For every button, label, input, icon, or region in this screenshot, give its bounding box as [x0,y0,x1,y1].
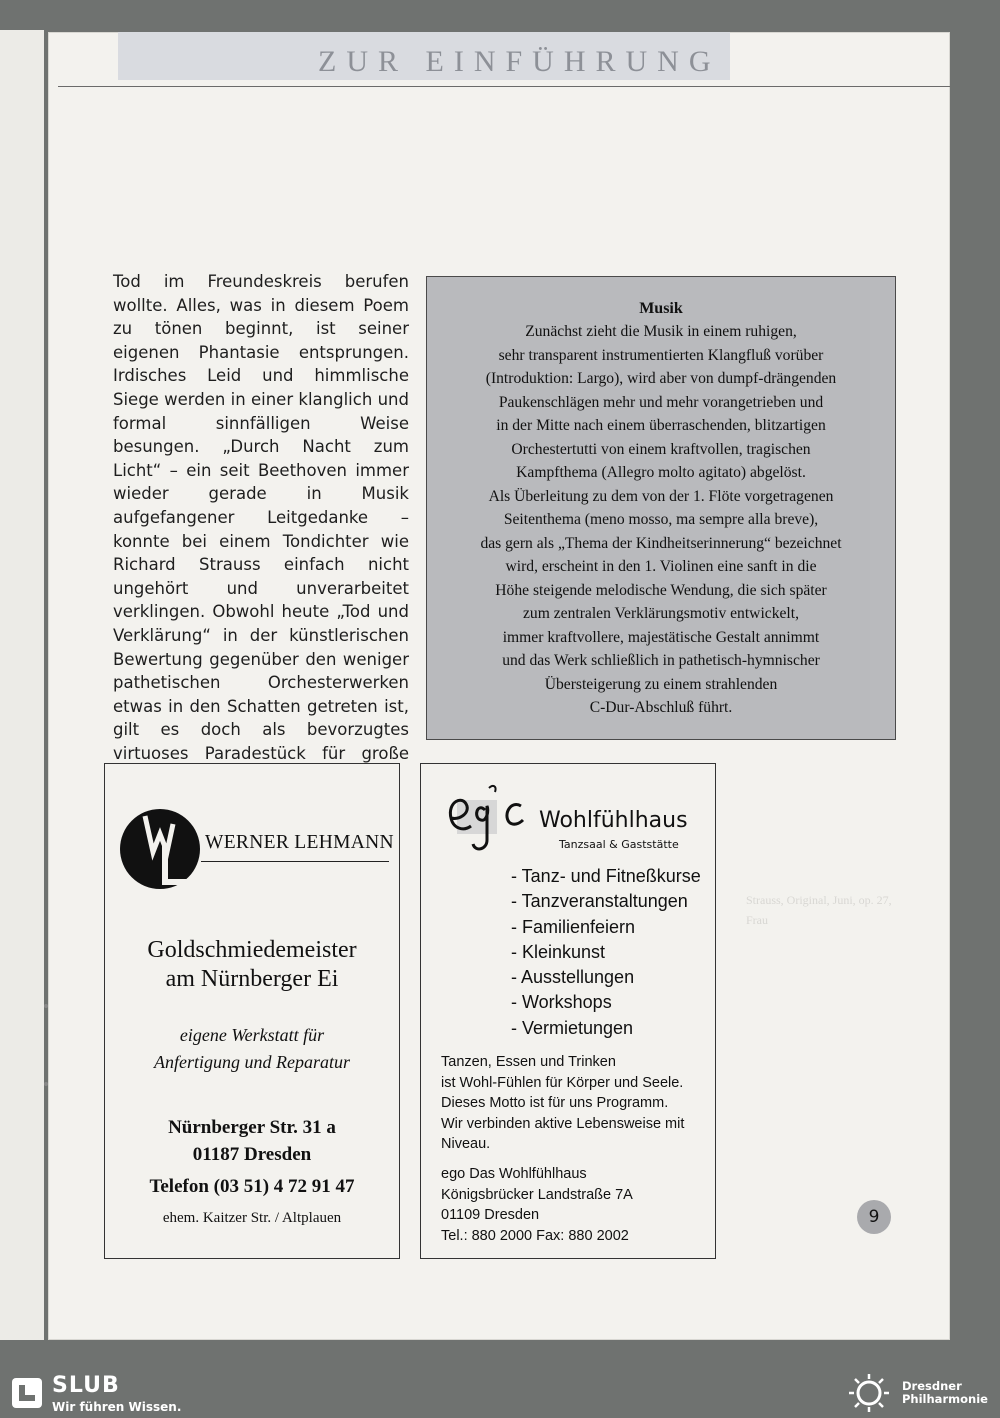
running-header: ZUR EINFÜHRUNG [118,32,730,80]
list-item: - Workshops [511,992,612,1013]
lehmann-rule [201,861,389,862]
list-item: - Vermietungen [511,1017,634,1038]
lehmann-subtitle-line: Anfertigung und Reparatur [154,1052,350,1072]
musik-line: Übersteigerung zu einem strahlenden [544,675,778,693]
ego-address [441,1164,711,1246]
philharmonie-line: Philharmonie [902,1392,988,1406]
lehmann-former-address: ehem. Kaitzer Str. / Altplauen [162,1210,342,1226]
philharmonie-name [902,1380,988,1406]
philharmonie-logo-icon [843,1372,895,1414]
footer-bar [0,1368,1000,1418]
ego-text-line: Tanzen, Essen und Trinken [441,1054,616,1070]
list-item: - Ausstellungen [511,967,635,988]
musik-line: das gern als „Thema der Kindheitserinnerung“ bezeichnet [480,534,842,552]
lehmann-title-line: am Nürnberger Ei [165,966,339,992]
lehmann-street: Nürnberger Str. 31 a [168,1117,336,1138]
lehmann-name: WERNER LEHMANN [205,832,394,853]
musik-line: zum zentralen Verklärungsmotiv entwickelt, [523,605,799,622]
musik-line: Als Überleitung zu dem von der 1. Flöte vorgetragenen [488,487,834,505]
slub-tagline: Wir führen Wissen. [52,1400,182,1414]
ego-tagline: Tanzsaal & Gaststätte [559,838,679,851]
musik-title: Musik [639,300,683,317]
musik-line: Kampfthema (Allegro molto agitato) abgelöst. [516,464,806,481]
musik-line: Zunächst zieht die Musik in einem ruhigen, [525,323,797,340]
philharmonie-line: Dresdner [902,1379,962,1393]
lehmann-city: 01187 Dresden [192,1144,312,1165]
lehmann-address [105,1114,399,1168]
ego-address-line: Königsbrücker Landstraße 7A [441,1186,633,1203]
ego-address-line: Tel.: 880 2000 Fax: 880 2002 [441,1227,629,1244]
list-item: - Tanzveranstaltungen [511,891,688,912]
header-rule [58,86,950,87]
ego-text-line: Dieses Motto ist für uns Programm. [441,1095,669,1111]
slub-logo-icon [10,1376,44,1410]
ego-text-line: Niveau. [441,1136,491,1152]
musik-line: Orchestertutti von einem kraftvollen, tragischen [511,440,811,458]
ego-address-line: ego Das Wohlfühlhaus [441,1166,587,1182]
list-item: - Tanz- und Fitneßkurse [511,866,701,886]
lehmann-title-line: Goldschmiedemeister [147,937,357,963]
binding-mark [44,1082,48,1086]
lehmann-logo-icon [115,804,205,894]
ego-text-line: ist Wohl-Fühlen für Körper und Seele. [441,1074,684,1091]
musik-line: Seitenthema (meno mosso, ma sempre alla breve), [503,511,819,528]
ego-services [511,864,701,1041]
slub-name: SLUB [52,1373,120,1398]
musik-info-box [426,276,896,740]
list-item: - Familienfeiern [511,916,636,937]
advertisement-lehmann [104,763,400,1259]
lehmann-phone: Telefon (03 51) 4 72 91 47 [149,1176,355,1197]
musik-line: immer kraftvollere, majestätische Gestalt annimmt [502,628,820,646]
advertisement-ego [420,763,716,1259]
musik-line: (Introduktion: Largo), wird aber von dumpf-drängenden [485,370,837,387]
musik-line: und das Werk schließlich in pathetisch-hymnischer [502,652,820,669]
ego-description [441,1052,711,1155]
lehmann-title [105,936,399,994]
ego-logo-icon [437,780,541,860]
musik-line: wird, erscheint in den 1. Violinen eine sanft in die [505,558,817,575]
musik-line: Höhe steigende melodische Wendung, die sich später [495,581,827,599]
facing-page-edge [0,30,44,1340]
musik-line: C-Dur-Abschluß führt. [589,699,733,716]
musik-line: sehr transparent instrumentierten Klangfluß vorüber [498,346,824,364]
body-text: Tod im Freundeskreis berufen wollte. Alles, was in diesem Poem zu tönen beginnt, ist seiner eigenen Phantasie entsprungen. Irdisches Leid und himmlische Siege werden in einer klanglich und formal sinnfälligen Weise besungen. „Durch Nacht zum Licht“ – ein seit Beethoven immer wieder gerade in Musik aufgefangener Leitgedanke – konnte bei einem Tondichter wie Richard Strauss einfach nicht ungehört und unverarbeitet verklingen. Obwohl heute „Tod und Verklärung“ in der künstlerischen Bewertung gegenüber den weniger pathetischen Orchesterwerken etwas in den Schatten getreten ist, gilt es doch als bevorzugtes virtuoses Paradestück für große [113,272,409,763]
page-number: 9 [857,1200,891,1234]
margin-note: Strauss, Original, Juni, op. 27, Frau [746,893,892,927]
document-page [48,32,950,1340]
musik-line: in der Mitte nach einem überraschenden, blitzartigen [496,417,826,434]
musik-line: Paukenschlägen mehr und mehr vorangetrieben und [498,393,824,411]
list-item: - Kleinkunst [511,941,606,962]
binding-mark [44,1004,48,1008]
lehmann-subtitle [105,1022,399,1076]
musik-text [427,320,895,720]
ego-text-line: Wir verbinden aktive Lebensweise mit [441,1115,685,1132]
ego-address-line: 01109 Dresden [441,1207,540,1223]
lehmann-subtitle-line: eigene Werkstatt für [179,1025,325,1045]
ego-name: Wohlfühlhaus [539,808,688,833]
